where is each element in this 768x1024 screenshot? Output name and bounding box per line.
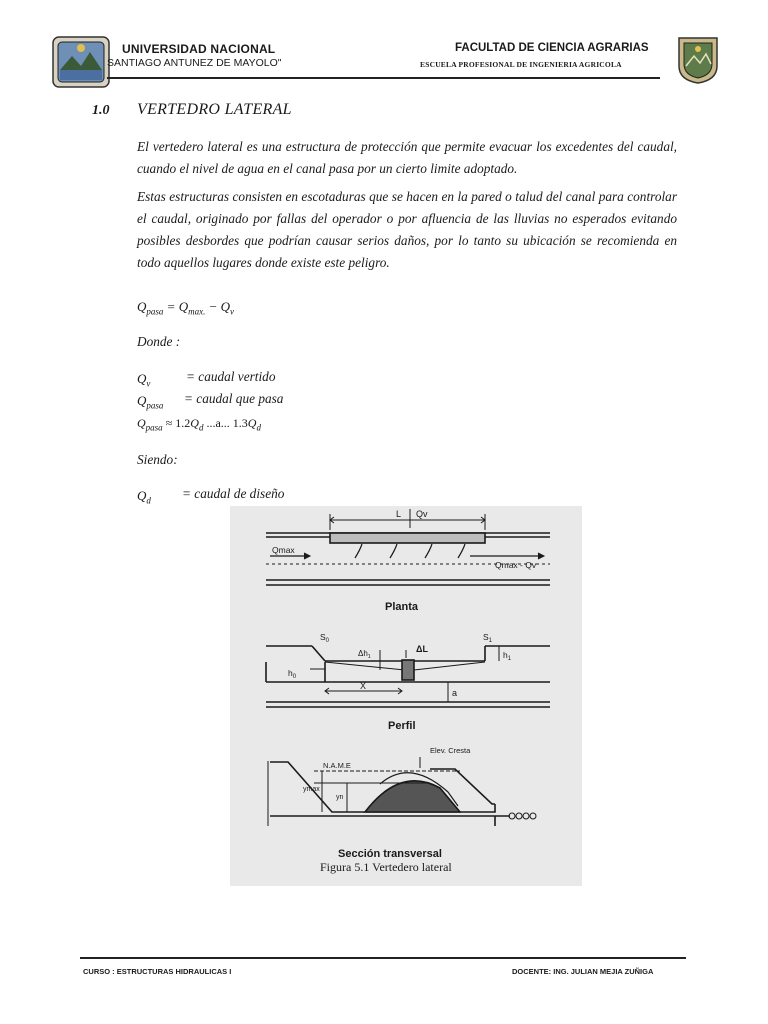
- weir-gate-profile: [402, 660, 414, 680]
- formula-q-pasa-range: $Q_{pasa} \approx 1.2Q_d$ ...a... $1.3Q_d$: [137, 416, 261, 433]
- symbol-qpasa: $Q_{pasa}$: [137, 393, 164, 411]
- label-name: N.A.M.E: [323, 761, 351, 770]
- weir-crest-plan: [330, 533, 485, 543]
- label-perfil: Perfil: [388, 720, 416, 732]
- faculty-name: FACULTAD DE CIENCIA AGRARIAS: [455, 42, 649, 54]
- definition-qpasa: = caudal que pasa: [184, 391, 284, 406]
- donde-label: Donde :: [137, 334, 181, 349]
- label-Qmax: Qmax: [272, 545, 295, 555]
- label-yn: yn: [336, 794, 344, 801]
- label-X: X: [360, 681, 367, 691]
- label-delta-L: ΔL: [416, 644, 428, 654]
- footer-teacher: DOCENTE: ING. JULIAN MEJIA ZUÑIGA: [512, 967, 654, 976]
- footer-divider: [80, 957, 686, 959]
- section-number: 1.0: [92, 103, 110, 118]
- university-name-line2: SANTIAGO ANTUNEZ DE MAYOLO": [107, 57, 282, 69]
- paragraph-description: Estas estructuras consisten en escotaduras que se hacen en la pared o talud del canal para controlar el caudal, originado por fallas del operador o por afluencia de las lluvias no esperados evitando posibles desbordes que podrían causar serios daños, por lo tanto su ubicación se recomienda en todo aquellos lugares donde existe este peligro.: [137, 189, 677, 270]
- label-seccion-transversal: Sección transversal: [338, 848, 442, 860]
- label-S1: $S_1$: [483, 632, 493, 644]
- label-Qv: Qv: [416, 509, 428, 519]
- label-planta: Planta: [385, 601, 419, 613]
- university-name: UNIVERSIDAD NACIONAL: [122, 42, 276, 56]
- paragraph-intro: El vertedero lateral es una estructura de protección que permite evacuar los excedentes del caudal, cuando el nivel de agua en el canal pasa por un cierto limite adoptado.: [137, 139, 677, 176]
- label-S0: $S_0$: [320, 632, 330, 644]
- section-title: VERTEDRO LATERAL: [137, 101, 292, 118]
- faculty-logo: [677, 36, 719, 84]
- label-elev-cresta: Elev. Cresta: [430, 746, 471, 755]
- footer-course: CURSO : ESTRUCTURAS HIDRAULICAS I: [83, 967, 232, 976]
- label-h1: $h_1$: [503, 650, 512, 662]
- label-h0: $h_0$: [288, 668, 297, 680]
- symbol-qv: $Q_v$: [137, 371, 151, 389]
- definition-qd: = caudal de diseño: [182, 486, 285, 501]
- label-L: L: [396, 509, 402, 519]
- label-delta-h: $\Delta h_1$: [358, 649, 371, 660]
- symbol-qd: $Q_d$: [137, 488, 151, 506]
- label-ymax: ymax: [303, 786, 320, 793]
- header-divider: [107, 77, 660, 79]
- formula-q-pasa: $Q_{pasa} = Q_{max.} - Q_v$: [137, 299, 234, 317]
- definition-qv: = caudal vertido: [186, 369, 276, 384]
- lateral-weir-figure: [230, 506, 582, 886]
- label-a: a: [452, 688, 458, 698]
- siendo-label: Siendo:: [137, 452, 178, 467]
- label-Qmax-Qv: Qmax - Qv: [495, 560, 537, 570]
- school-name: ESCUELA PROFESIONAL DE INGENIERIA AGRICOLA: [420, 60, 622, 69]
- figure-caption: Figura 5.1 Vertedero lateral: [320, 860, 452, 874]
- university-logo: [52, 36, 110, 88]
